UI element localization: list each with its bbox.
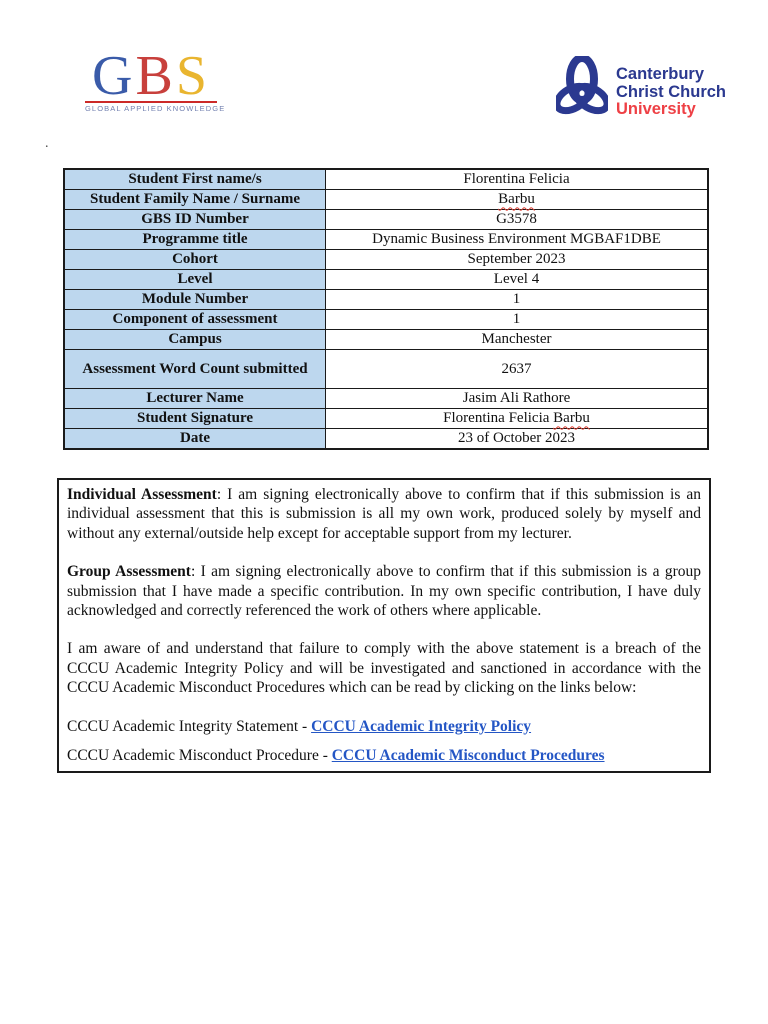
- row-label: Student First name/s: [64, 169, 326, 190]
- gbs-letter-b: B: [135, 45, 176, 107]
- table-row: [64, 290, 708, 310]
- integrity-policy-link[interactable]: CCCU Academic Integrity Policy: [311, 717, 532, 735]
- row-value: Jasim Ali Rathore: [326, 389, 709, 409]
- table-row: [64, 350, 708, 389]
- individual-assessment-text: : I am signing electronically above to confirm that if this submission is an individual assessment that this is submission is all my own work, produced solely by myself and without any external/outside help except for acceptable support from my lecturer.: [67, 486, 701, 542]
- student-info-table: [63, 168, 709, 450]
- integrity-link-line: [67, 717, 701, 736]
- row-value: [326, 190, 709, 210]
- stray-period-mark: .: [45, 136, 49, 151]
- row-label: GBS ID Number: [64, 210, 326, 230]
- gbs-logo-tagline: GLOBAL APPLIED KNOWLEDGE: [85, 104, 226, 113]
- table-row: [64, 270, 708, 290]
- integrity-warning-paragraph: [67, 639, 701, 697]
- group-assessment-paragraph: [67, 562, 701, 620]
- misconduct-link-line: [67, 746, 701, 765]
- gbs-logo: [85, 45, 226, 113]
- row-label: Student Signature: [64, 409, 326, 429]
- row-value: 1: [326, 310, 709, 330]
- row-value: 2637: [326, 350, 709, 389]
- row-label: Assessment Word Count submitted: [64, 350, 326, 389]
- gbs-letter-g: G: [92, 45, 136, 107]
- row-value: 1: [326, 290, 709, 310]
- group-assessment-text: : I am signing electronically above to confirm that if this submission is a group submission that I have made a specific contribution. In my own specific contribution, I have duly acknowledged and correctly referenced the work of others where applicable.: [67, 563, 701, 620]
- misspelled-text: Barbu: [553, 410, 590, 427]
- table-row: [64, 389, 708, 409]
- table-row: [64, 230, 708, 250]
- table-row: [64, 210, 708, 230]
- row-value: Florentina Felicia: [326, 169, 709, 190]
- row-value: Dynamic Business Environment MGBAF1DBE: [326, 230, 709, 250]
- cccu-line1: Canterbury: [616, 65, 705, 83]
- row-label: Date: [64, 429, 326, 450]
- table-row: [64, 330, 708, 350]
- row-label: Student Family Name / Surname: [64, 190, 326, 210]
- row-label: Module Number: [64, 290, 326, 310]
- table-row: [64, 310, 708, 330]
- table-row: [64, 190, 708, 210]
- table-row: [64, 429, 708, 450]
- integrity-link-prefix: CCCU Academic Integrity Statement -: [67, 717, 312, 735]
- individual-assessment-lead: Individual Assessment: [67, 486, 217, 503]
- row-label: Campus: [64, 330, 326, 350]
- row-label: Level: [64, 270, 326, 290]
- misspelled-text: Barbu: [498, 191, 535, 208]
- gbs-letter-s: S: [175, 45, 210, 107]
- misconduct-link-prefix: CCCU Academic Misconduct Procedure -: [67, 747, 332, 765]
- declaration-box: [57, 478, 711, 773]
- cccu-logo-text: [616, 56, 726, 119]
- cccu-logo: [556, 56, 726, 129]
- integrity-warning-text: I am aware of and understand that failure to comply with the above statement is a breach of the CCCU Academic Integrity Policy and will be investigated and sanctioned in accordance with the CCCU Academic Misconduct Procedures which can be read by clicking on the links below:: [67, 640, 701, 697]
- row-value: Level 4: [326, 270, 709, 290]
- table-row: [64, 409, 708, 429]
- table-row: [64, 169, 708, 190]
- row-label: Component of assessment: [64, 310, 326, 330]
- cccu-trefoil-icon: [556, 56, 608, 129]
- row-label: Cohort: [64, 250, 326, 270]
- row-value: September 2023: [326, 250, 709, 270]
- row-value: 23 of October 2023: [326, 429, 709, 450]
- individual-assessment-paragraph: [67, 485, 701, 543]
- table-row: [64, 250, 708, 270]
- row-value: Manchester: [326, 330, 709, 350]
- group-assessment-lead: Group Assessment: [67, 563, 191, 581]
- misconduct-procedures-link[interactable]: CCCU Academic Misconduct Procedures: [331, 747, 605, 765]
- cccu-line3: University: [616, 100, 696, 118]
- signature-plain: Florentina Felicia: [443, 410, 554, 427]
- row-label: Programme title: [64, 230, 326, 250]
- row-value: [326, 409, 709, 429]
- gbs-logo-letters: [85, 45, 217, 107]
- cccu-line2: Christ Church: [616, 82, 727, 101]
- row-label: Lecturer Name: [64, 389, 326, 409]
- row-value: G3578: [326, 210, 709, 230]
